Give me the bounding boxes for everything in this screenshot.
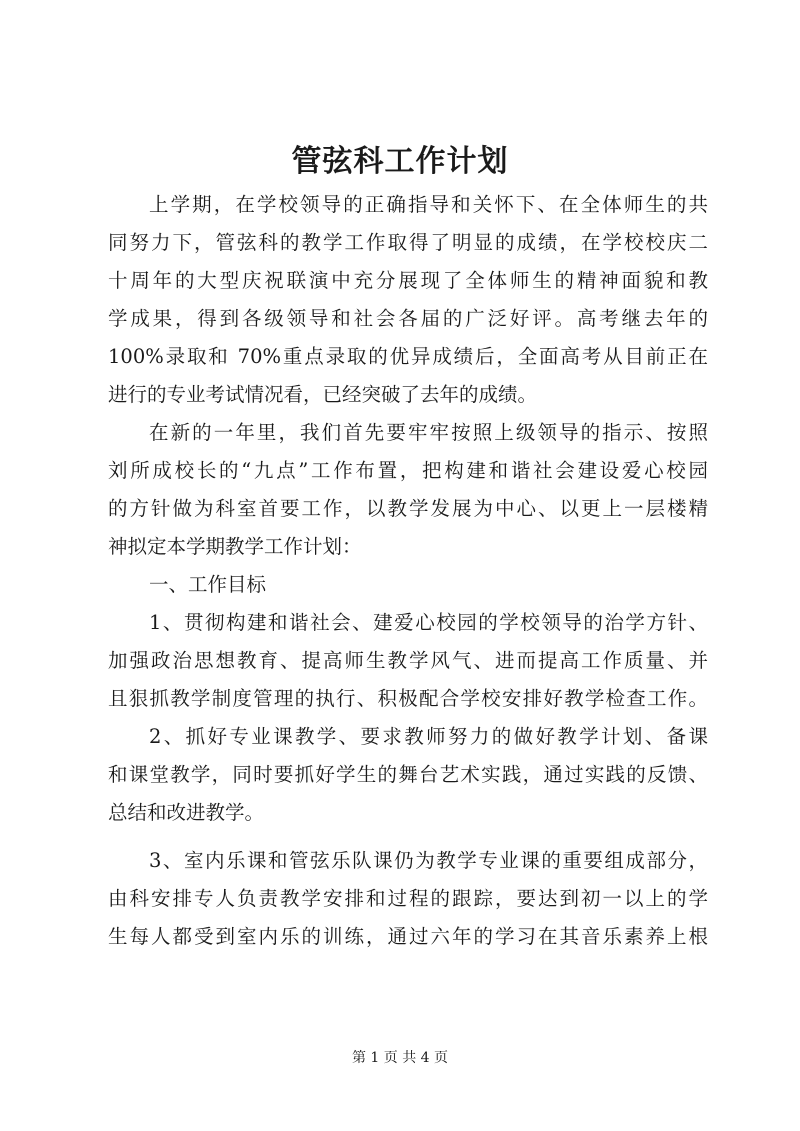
text-line: 生每人都受到室内乐的训练，通过六年的学习在其音乐素养上根 bbox=[108, 925, 708, 948]
text-line: 在新的一年里，我们首先要牢牢按照上级领导的指示、按照 bbox=[149, 421, 708, 444]
text-line: 的方针做为科室首要工作，以教学发展为中心、以更上一层楼精 bbox=[108, 497, 708, 520]
text-line: 十周年的大型庆祝联演中充分展现了全体师生的精神面貌和教 bbox=[108, 269, 708, 292]
text-line: 3、室内乐课和管弦乐队课仍为教学专业课的重要组成部分， bbox=[149, 849, 708, 872]
document-title: 管弦科工作计划 bbox=[291, 144, 509, 179]
text-line: 上学期，在学校领导的正确指导和关怀下、在全体师生的共 bbox=[149, 193, 708, 216]
text-line: 加强政治思想教育、提高师生教学风气、进而提高工作质量、并 bbox=[108, 649, 708, 672]
paragraph bbox=[108, 186, 708, 414]
text-line: 和课堂教学，同时要抓好学生的舞台艺术实践，通过实践的反馈、 bbox=[108, 763, 708, 786]
page-number-footer: 第 1 页 共 4 页 bbox=[351, 1050, 449, 1066]
text-line: 神拟定本学期教学工作计划： bbox=[108, 535, 362, 558]
paragraph bbox=[108, 414, 708, 566]
paragraph bbox=[108, 604, 708, 718]
section-heading bbox=[108, 566, 708, 604]
text-line: 1、贯彻构建和谐社会、建爱心校园的学校领导的治学方针、 bbox=[149, 611, 708, 634]
text-line: 学成果，得到各级领导和社会各届的广泛好评。高考继去年的 bbox=[108, 307, 708, 330]
text-line: 且狠抓教学制度管理的执行、积极配合学校安排好教学检查工作。 bbox=[108, 687, 708, 710]
text-line: 刘所成校长的“九点”工作布置，把构建和谐社会建设爱心校园 bbox=[108, 459, 708, 482]
text-line: 总结和改进教学。 bbox=[108, 801, 265, 824]
text-line: 由科安排专人负责教学安排和过程的跟踪，要达到初一以上的学 bbox=[108, 887, 708, 910]
paragraph bbox=[108, 718, 708, 832]
text-line: 2、抓好专业课教学、要求教师努力的做好教学计划、备课 bbox=[149, 725, 708, 748]
text-line: 一、工作目标 bbox=[149, 573, 267, 596]
text-line: 进行的专业考试情况看，已经突破了去年的成绩。 bbox=[108, 383, 538, 406]
document-body bbox=[108, 186, 708, 956]
paragraph bbox=[108, 842, 708, 956]
text-line: 同努力下，管弦科的教学工作取得了明显的成绩，在学校校庆二 bbox=[108, 231, 708, 254]
text-line: 100%录取和 70%重点录取的优异成绩后，全面高考从目前正在 bbox=[108, 345, 708, 368]
